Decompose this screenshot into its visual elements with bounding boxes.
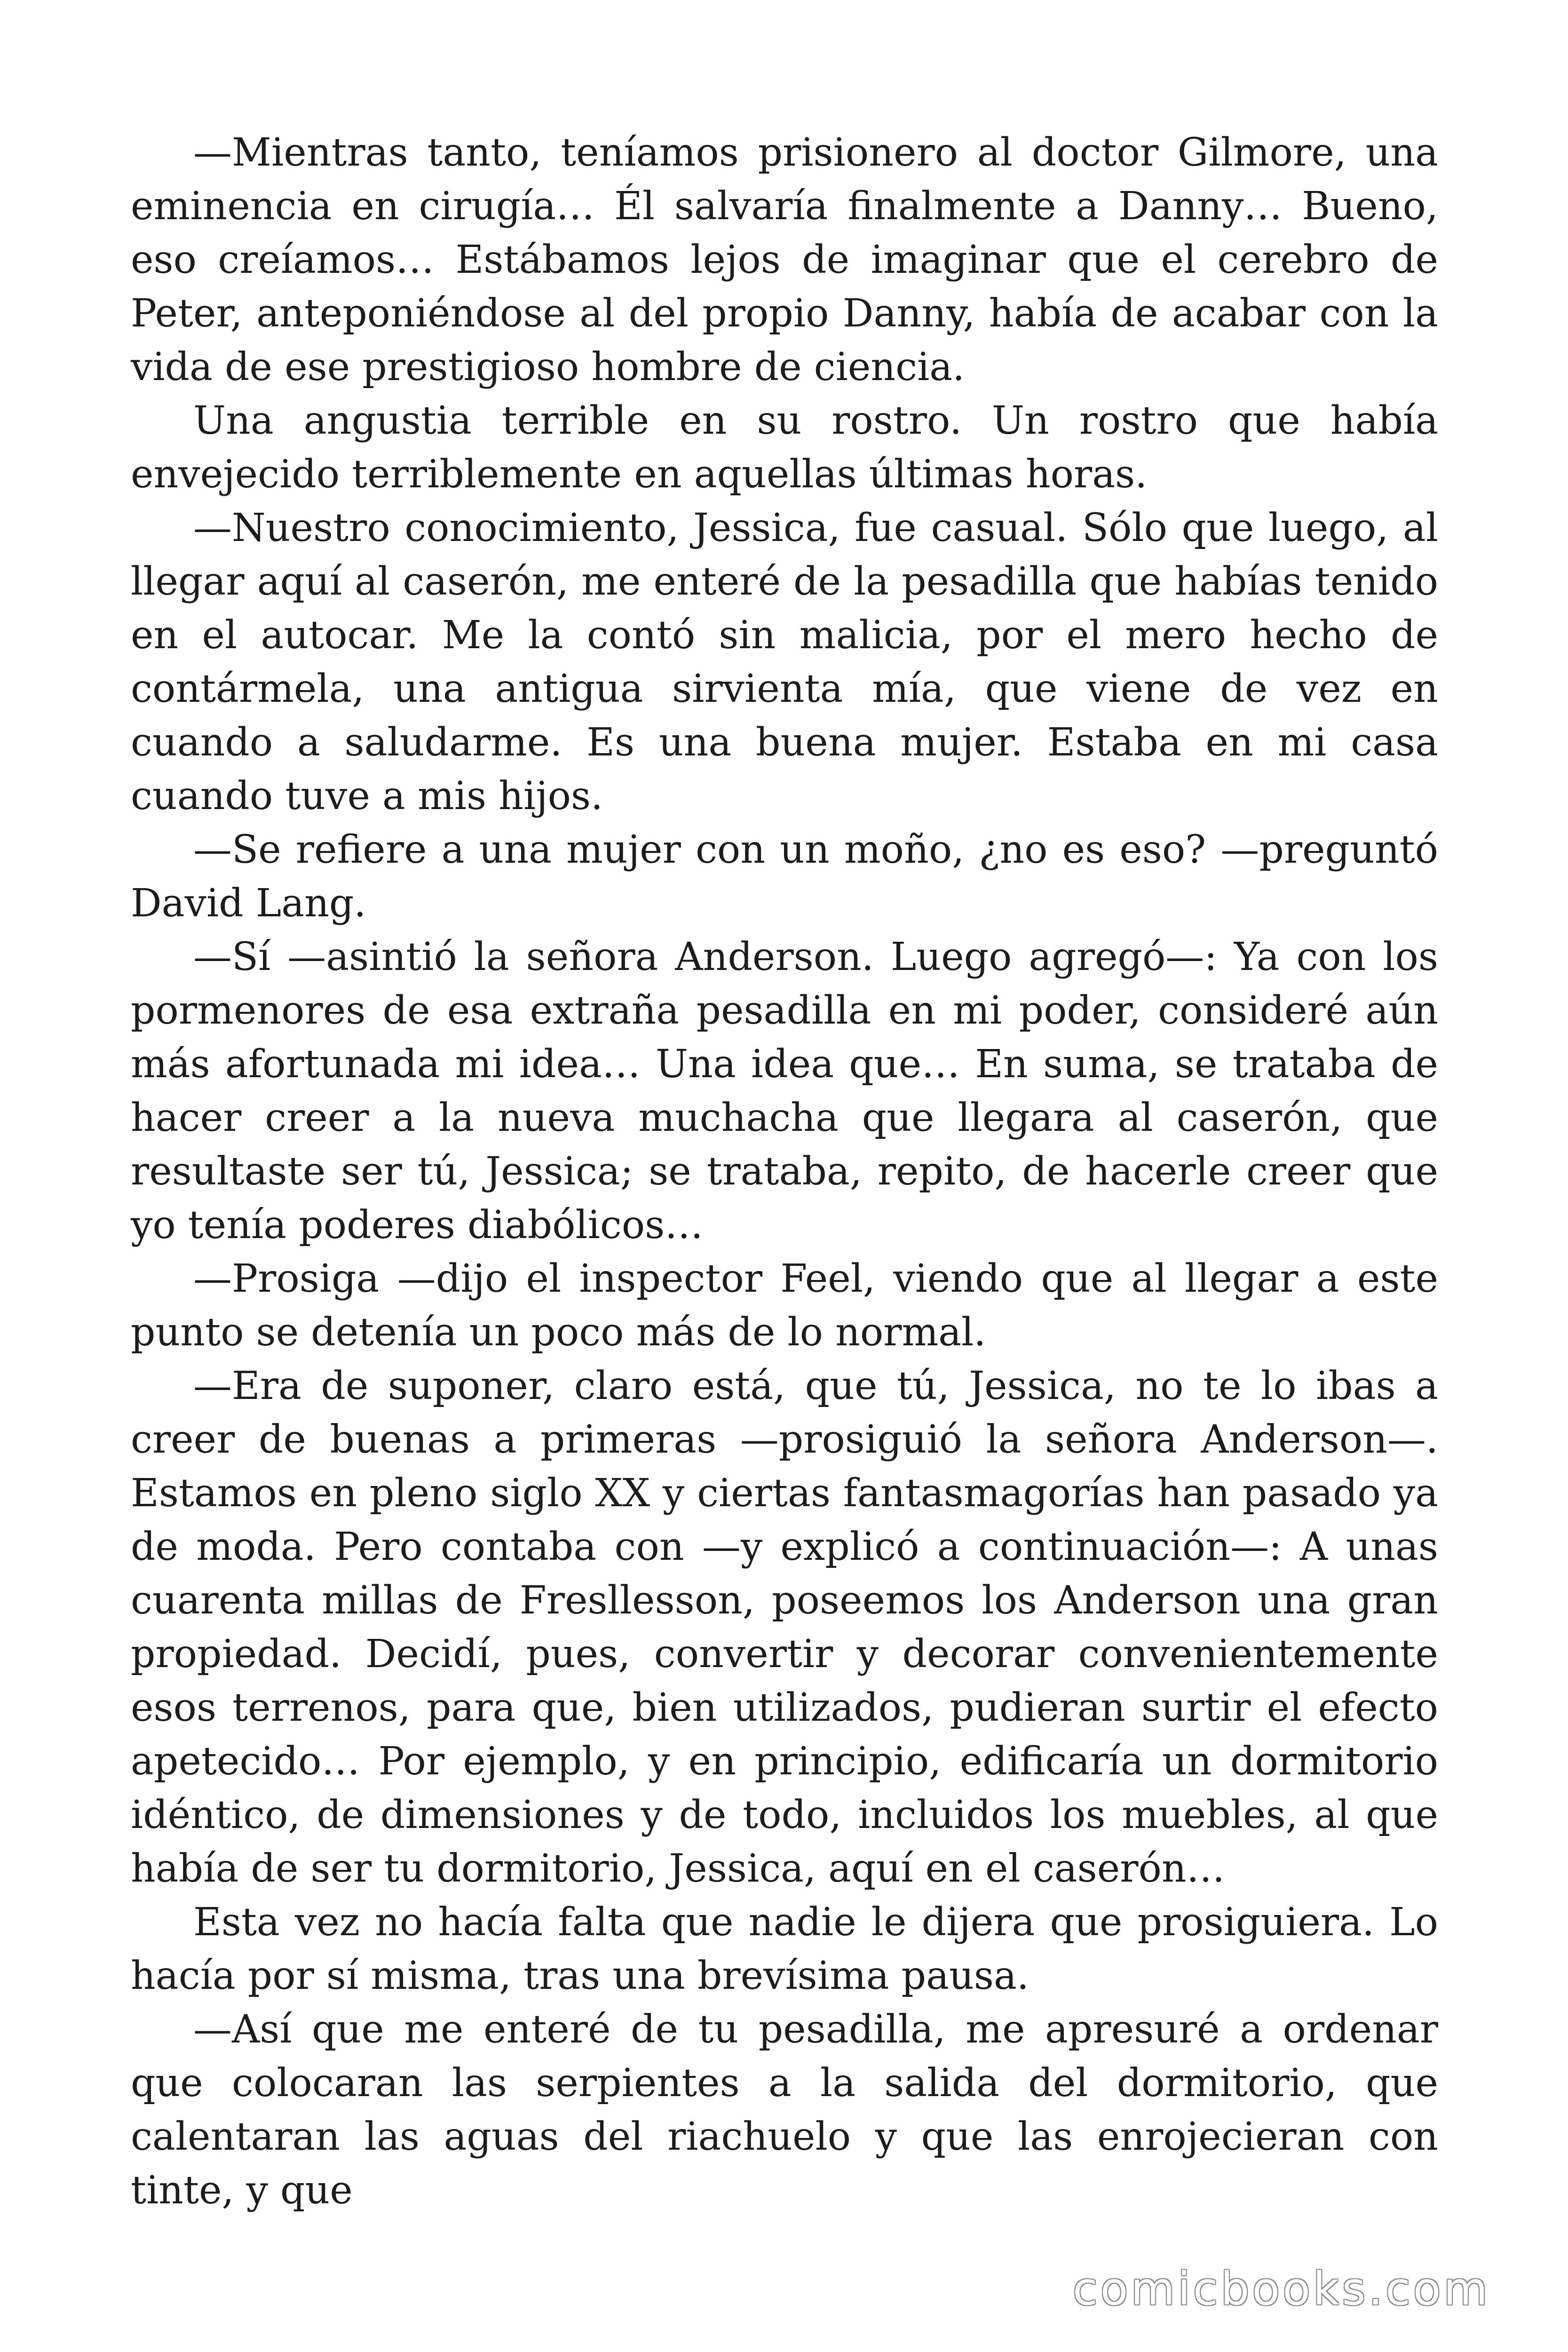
paragraph: —Se refiere a una mujer con un moño, ¿no es eso? —preguntó David Lang. — [131, 827, 1438, 926]
paragraph: Una angustia terrible en su rostro. Un rostro que había envejecido terriblemente en aquellas últimas horas. — [131, 398, 1438, 497]
paragraph: —Mientras tanto, teníamos prisionero al doctor Gilmore, una eminencia en cirugía… Él salvaría finalmente a Danny… Bueno, eso creíamos… Estábamos lejos de imaginar que el cerebro de Peter, anteponiéndose al del propio Danny, había de acabar con la vida de ese prestigioso hombre de ciencia. — [131, 130, 1438, 389]
page-text-block — [131, 126, 1438, 2217]
paragraph: —Nuestro conocimiento, Jessica, fue casual. Sólo que luego, al llegar aquí al caserón, me enteré de la pesadilla que habías tenido en el autocar. Me la contó sin malicia, por el mero hecho de contármela, una antigua sirvienta mía, que viene de vez en cuando a saludarme. Es una buena mujer. Estaba en mi casa cuando tuve a mis hijos. — [131, 506, 1438, 818]
paragraph: —Prosiga —dijo el inspector Feel, viendo que al llegar a este punto se detenía un poco más de lo normal. — [131, 1256, 1438, 1355]
paragraph: Esta vez no hacía falta que nadie le dijera que prosiguiera. Lo hacía por sí misma, tras una brevísima pausa. — [131, 1900, 1438, 1998]
paragraph: —Sí —asintió la señora Anderson. Luego agregó—: Ya con los pormenores de esa extraña pesadilla en mi poder, consideré aún más afortunada mi idea… Una idea que… En suma, se trataba de hacer creer a la nueva muchacha que llegara al caserón, que resultaste ser tú, Jessica; se trataba, repito, de hacerle creer que yo tenía poderes diabólicos… — [131, 935, 1438, 1248]
paragraph: —Así que me enteré de tu pesadilla, me apresuré a ordenar que colocaran las serpientes a la salida del dormitorio, que calentaran las aguas del riachuelo y que las enrojecieran con tinte, y que — [131, 2007, 1438, 2213]
watermark: comicbooks.com — [1072, 2263, 1490, 2315]
paragraph: —Era de suponer, claro está, que tú, Jessica, no te lo ibas a creer de buenas a primeras —prosiguió la señora Anderson—. Estamos en pleno siglo XX y ciertas fantasmagorías han pasado ya de moda. Pero contaba con —y explicó a continuación—: A unas cuarenta millas de Fresllesson, poseemos los Anderson una gran propiedad. Decidí, pues, convertir y decorar convenientemente esos terrenos, para que, bien utilizados, pudieran surtir el efecto apetecido… Por ejemplo, y en principio, edificaría un dormitorio idéntico, de dimensiones y de todo, incluidos los muebles, al que había de ser tu dormitorio, Jessica, aquí en el caserón… — [131, 1364, 1438, 1891]
